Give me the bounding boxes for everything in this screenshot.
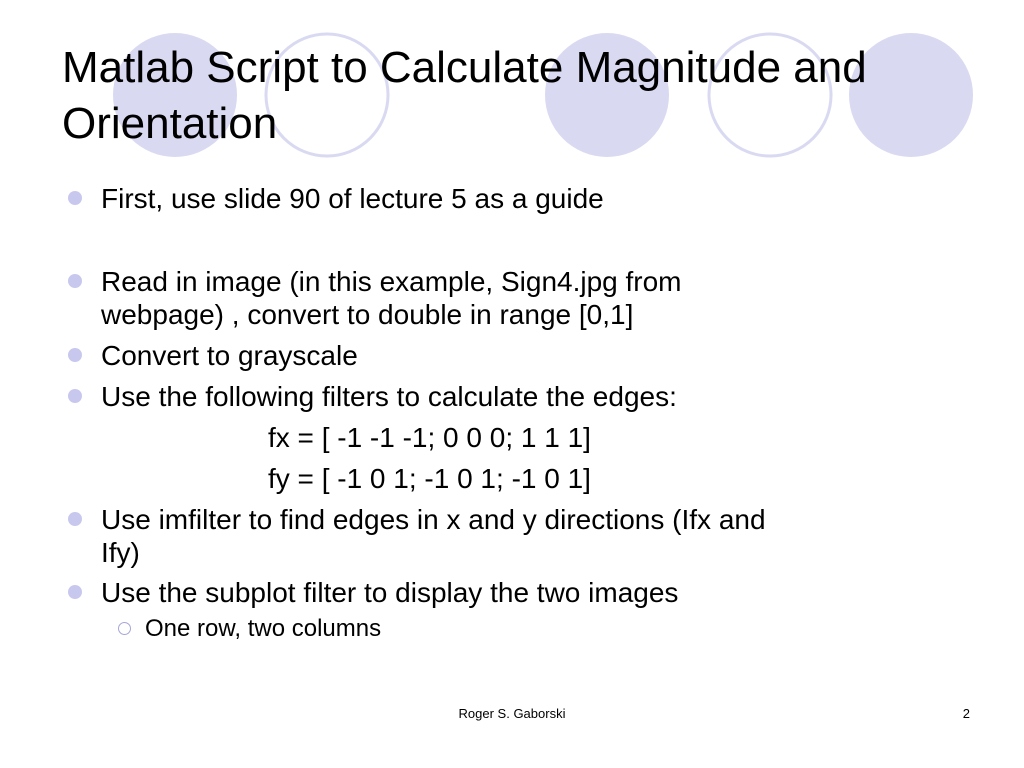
bullet-item-read-image: Read in image (in this example, Sign4.jpg from webpage) , convert to double in range [0,1]: [101, 266, 682, 330]
footer-author: Roger S. Gaborski: [458, 706, 566, 721]
bullet-marker: [68, 585, 82, 599]
bullet-marker: [68, 191, 82, 205]
bullet-marker: [68, 274, 82, 288]
sub-bullet-marker: [118, 622, 131, 635]
slide-title-line-2: Orientation: [62, 99, 278, 148]
slide-title-line-1: Matlab Script to Calculate Magnitude and: [62, 43, 867, 92]
bullet-item-guide: First, use slide 90 of lecture 5 as a guide: [101, 183, 604, 214]
bullet-marker: [68, 389, 82, 403]
bullet-marker: [68, 348, 82, 362]
bullet-item-filters: Use the following filters to calculate the edges:: [101, 381, 677, 412]
sub-bullet-item-layout: One row, two columns: [145, 615, 382, 642]
footer-page-number: 2: [962, 706, 970, 721]
filter-fy: fy = [ -1 0 1; -1 0 1; -1 0 1]: [268, 463, 591, 494]
bullet-marker: [68, 512, 82, 526]
filter-fx: fx = [ -1 -1 -1; 0 0 0; 1 1 1]: [268, 422, 591, 453]
bullet-item-subplot: Use the subplot filter to display the two images: [101, 577, 679, 608]
bullet-item-imfilter: Use imfilter to find edges in x and y directions (Ifx and Ify): [101, 504, 766, 568]
bullet-item-grayscale: Convert to grayscale: [101, 340, 358, 371]
